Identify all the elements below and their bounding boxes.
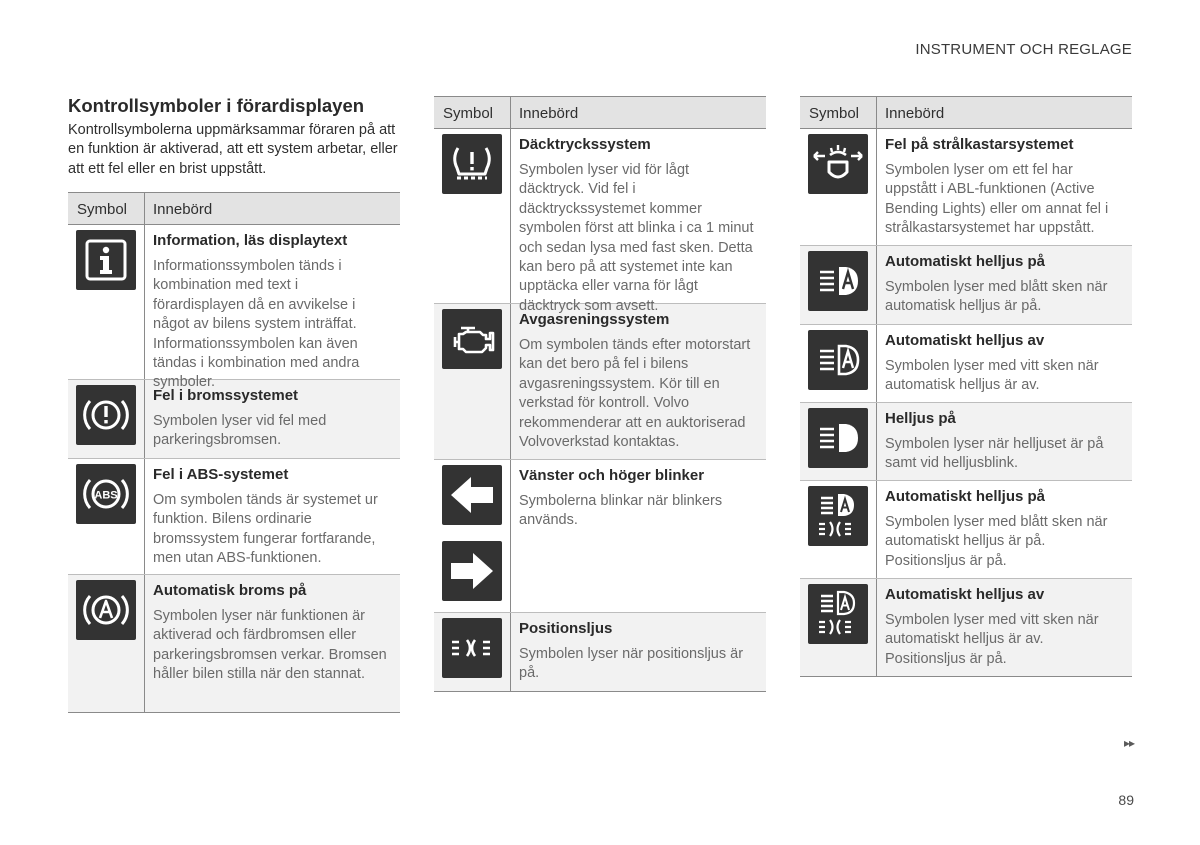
symbol-table-3 [800, 96, 1132, 677]
symbol-table-2 [434, 96, 766, 692]
symbol-description: Symbolen lyser vid för lågt däcktryck. Vid fel i däcktryckssystemet kommer symbolen först att blinka i ca 1 minut och sedan lysa med fast sken. Detta kan bero på att systemet inte kan upptäcka eller varna för lågt däcktryck som avsett. [519, 162, 754, 314]
auto-highbeam-position-outline-icon [808, 584, 868, 644]
symbol-cell [434, 613, 511, 691]
auto-highbeam-icon [808, 251, 868, 311]
symbol-title: Fel i bromssystemet [153, 387, 299, 404]
symbol-title: Fel i ABS-systemet [153, 466, 289, 483]
symbol-title: Avgasreningssystem [519, 311, 670, 328]
brake-warning-icon [76, 385, 136, 445]
symbol-title: Automatiskt helljus av [885, 586, 1045, 603]
tire-pressure-icon [442, 134, 502, 194]
meaning-cell [145, 225, 400, 391]
symbol-cell [800, 403, 877, 480]
table-row [800, 481, 1132, 579]
page-number: 89 [1118, 792, 1134, 808]
position-light-icon [442, 618, 502, 678]
symbol-title: Fel på strålkastarsystemet [885, 136, 1074, 153]
table-row [800, 579, 1132, 676]
table-row [434, 613, 766, 691]
symbol-title: Däcktryckssystem [519, 136, 651, 153]
meaning-cell [511, 304, 766, 459]
symbol-description: Symbolen lyser när helljuset är på samt vid helljusblink. [885, 436, 1104, 472]
table-row [434, 460, 766, 613]
symbol-description: Om symbolen tänds efter motorstart kan det bero på fel i bilens avgasreningssystem. Kör till en verkstad för kontroll. Volvo rekommenderar att en auktoriserad Volvoverkstad kontaktas. [519, 337, 751, 451]
abs-icon [76, 464, 136, 524]
meaning-cell [145, 380, 400, 458]
symbol-title: Automatiskt helljus av [885, 332, 1045, 349]
symbol-cell [434, 460, 511, 612]
section-header: INSTRUMENT OCH REGLAGE [915, 41, 1132, 58]
meaning-cell [511, 613, 766, 691]
table-row [68, 225, 400, 391]
symbol-title: Information, läs displaytext [153, 232, 348, 249]
table-row [68, 459, 400, 575]
header-symbol: Symbol [800, 97, 877, 128]
table-row [434, 129, 766, 314]
auto-highbeam-outline-icon [808, 330, 868, 390]
table-row [800, 129, 1132, 246]
meaning-cell [877, 579, 1132, 676]
symbol-title: Automatiskt helljus på [885, 488, 1046, 505]
symbol-description: Symbolen lyser med vitt sken när automatisk helljus är av. [885, 358, 1099, 394]
symbol-description: Symbolen lyser om ett fel har uppstått i ABL-funktionen (Active Bending Lights) eller om annat fel i strålkastarsystemet har uppstått. [885, 162, 1109, 237]
page-title: Kontrollsymboler i förardisplayen [68, 95, 365, 116]
symbol-cell [800, 246, 877, 324]
table-row [800, 403, 1132, 481]
symbol-cell [434, 304, 511, 459]
auto-highbeam-position-icon [808, 486, 868, 546]
table-header [800, 97, 1132, 129]
meaning-cell [877, 129, 1132, 245]
info-icon [76, 230, 136, 290]
symbol-title: Vänster och höger blinker [519, 467, 705, 484]
table-row [800, 325, 1132, 403]
symbol-title: Automatisk broms på [153, 582, 307, 599]
symbol-description: Symbolen lyser när funktionen är aktiverad och färdbromsen eller parkeringsbromsen verkar. Bromsen håller bilen stilla när den stannat. [153, 608, 387, 683]
symbol-cell [800, 481, 877, 578]
symbol-cell [68, 225, 145, 379]
symbol-cell [800, 579, 877, 676]
symbol-cell [68, 380, 145, 458]
table-row [800, 246, 1132, 325]
intro-text: Kontrollsymbolerna uppmärksammar föraren på att en funktion är aktiverad, att ett system arbetar, eller att ett fel eller en brist uppstått. [68, 122, 398, 177]
headlight-fault-icon [808, 134, 868, 194]
left-arrow-icon [442, 465, 502, 525]
symbol-description: Om symbolen tänds är systemet ur funktion. Bilens ordinarie bromssystem fungerar fortfarande, men utan ABS-funktionen. [153, 492, 378, 567]
symbol-cell [68, 459, 145, 574]
header-meaning: Innebörd [519, 105, 579, 122]
meaning-cell [145, 575, 400, 712]
table-row [68, 575, 400, 712]
symbol-description: Symbolen lyser när positionsljus är på. [519, 646, 744, 682]
continue-marker: ▸▸ [1123, 736, 1134, 750]
meaning-cell [511, 129, 766, 314]
symbol-description: Symbolen lyser med blått sken när automatisk helljus är på. [885, 279, 1108, 315]
header-symbol: Symbol [434, 97, 511, 128]
symbol-description: Symbolerna blinkar när blinkers används. [519, 493, 723, 529]
meaning-cell [145, 459, 400, 574]
symbol-cell [434, 129, 511, 303]
header-meaning: Innebörd [153, 201, 213, 218]
auto-brake-icon [76, 580, 136, 640]
meaning-cell [877, 246, 1132, 324]
symbol-title: Automatiskt helljus på [885, 253, 1046, 270]
symbol-cell [800, 325, 877, 402]
header-meaning: Innebörd [885, 105, 945, 122]
meaning-cell [511, 460, 766, 612]
symbol-table-1 [68, 192, 400, 713]
symbol-description: Informationssymbolen tänds i kombination med text i förardisplayen då en avvikelse i något av bilens system inträffat. Informationssymbolen kan även tändas i kombination med andra symboler. [153, 258, 360, 391]
symbol-cell [68, 575, 145, 712]
meaning-cell [877, 325, 1132, 402]
meaning-cell [877, 481, 1132, 578]
table-row [434, 304, 766, 460]
symbol-description: Symbolen lyser med blått sken när automatiskt helljus är på. Positionsljus är på. [885, 514, 1108, 569]
symbol-cell [800, 129, 877, 245]
high-beam-icon [808, 408, 868, 468]
engine-icon [442, 309, 502, 369]
symbol-description: Symbolen lyser vid fel med parkeringsbromsen. [153, 413, 327, 449]
symbol-description: Symbolen lyser med vitt sken när automatiskt helljus är av. Positionsljus är på. [885, 612, 1099, 667]
table-header [68, 193, 400, 225]
meaning-cell [877, 403, 1132, 480]
svg-text:ABS: ABS [94, 489, 118, 502]
symbol-title: Positionsljus [519, 620, 613, 637]
header-symbol: Symbol [68, 193, 145, 224]
symbol-title: Helljus på [885, 410, 956, 427]
table-header [434, 97, 766, 129]
table-row [68, 380, 400, 459]
right-arrow-icon [442, 541, 502, 601]
